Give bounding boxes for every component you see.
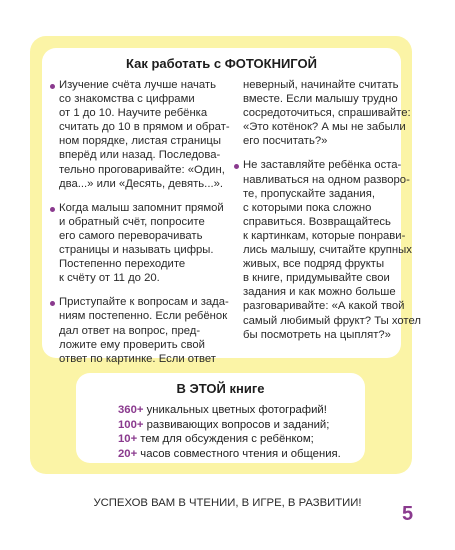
text-line: и обратный счёт, попросите xyxy=(59,215,205,228)
text-line: Постепенно переходите xyxy=(59,258,186,271)
text-line: его посчитать?» xyxy=(243,135,328,148)
text-line: те, пропускайте задания, xyxy=(243,187,375,200)
stat-text: тем для обсуждения с ребёнком; xyxy=(137,433,314,446)
text-line: вперёд или назад. Последова- xyxy=(59,149,221,162)
stat-number: 20+ xyxy=(118,447,138,460)
text-line: к счёту от 11 до 20. xyxy=(59,272,160,285)
bullet-dot-icon xyxy=(50,207,55,212)
text-line: Изучение счёта лучше начать xyxy=(59,79,216,91)
text-line: страницы и называть цифры. xyxy=(59,244,214,257)
text-line: с которыми пока сложно xyxy=(243,201,372,214)
text-line: от 1 до 10. Научите ребёнка xyxy=(59,107,208,120)
stat-text: развивающих вопросов и заданий; xyxy=(143,418,330,431)
text-line: лись малышу, считайте крупных xyxy=(243,244,412,257)
text-line: Не заставляйте ребёнка оста- xyxy=(243,159,402,172)
bullet-dot-icon xyxy=(50,301,55,306)
text-line: сосредоточиться, спрашивайте: xyxy=(243,107,411,120)
paragraph xyxy=(234,158,421,341)
text-line: в книге, придумывайте свои xyxy=(243,272,390,285)
stat-number: 100+ xyxy=(118,418,144,431)
bullet-dot-icon xyxy=(234,164,239,169)
stat-item xyxy=(118,418,341,433)
text-line: два...» или «Десять, девять...». xyxy=(59,177,224,190)
paragraph xyxy=(50,201,224,286)
text-line: ложите ему проверить свой xyxy=(59,338,205,351)
text-line: Когда малыш запомнит прямой xyxy=(59,201,224,214)
text-line: со знакомства с цифрами xyxy=(59,93,195,106)
stat-number: 10+ xyxy=(118,433,138,446)
text-line: ответ по картинке. Если ответ xyxy=(59,352,216,365)
text-line: его самого переворачивать xyxy=(59,229,203,242)
text-line: ном порядке, листая страницы xyxy=(59,135,221,148)
page-number: 5 xyxy=(402,503,414,525)
stat-item xyxy=(118,447,341,462)
text-line: к картинкам, которые понрави- xyxy=(243,229,406,242)
stat-item xyxy=(118,432,341,447)
paragraph xyxy=(234,78,411,148)
text-line: «Это котёнок? А мы не забыли xyxy=(243,121,406,134)
stats-subtitle: В ЭТОЙ книге xyxy=(176,381,265,396)
stat-item xyxy=(118,403,341,418)
text-line: разговаривайте: «А какой твой xyxy=(243,300,405,313)
stat-text: уникальных цветных фотографий! xyxy=(143,404,327,416)
text-line: дал ответ на вопрос, пред- xyxy=(59,324,201,337)
text-line: ниям постепенно. Если ребёнок xyxy=(59,310,228,323)
text-line: навливаться на одном разворо- xyxy=(243,173,410,186)
stats-list xyxy=(118,403,341,461)
text-line: вместе. Если малышу трудно xyxy=(243,93,398,106)
stat-number: 360+ xyxy=(118,404,144,416)
page-title: Как работать с ФОТОКНИГОЙ xyxy=(126,56,317,71)
text-line: самый любимый фрукт? Ты хотел xyxy=(243,314,421,327)
paragraph xyxy=(50,295,229,365)
text-line: тельно проговаривайте: «Один, xyxy=(59,163,225,176)
left-column xyxy=(50,78,230,376)
bullet-dot-icon xyxy=(50,84,55,89)
right-column xyxy=(234,78,421,352)
text-line: считать до 10 в прямом и обрат- xyxy=(59,121,230,134)
text-line: Приступайте к вопросам и зада- xyxy=(59,296,229,309)
text-line: живых, все подряд фрукты xyxy=(243,258,385,271)
text-line: справиться. Возвращайтесь xyxy=(243,215,391,228)
text-line: неверный, начинайте считать xyxy=(243,79,399,91)
text-line: бы посмотреть на цыплят?» xyxy=(243,328,391,341)
footer-slogan: УСПЕХОВ ВАМ В ЧТЕНИИ, В ИГРЕ, В РАЗВИТИИ! xyxy=(93,497,362,509)
text-line: задания и как можно больше xyxy=(243,286,396,299)
paragraph xyxy=(50,78,230,191)
stat-text: часов совместного чтения и общения. xyxy=(137,447,341,460)
